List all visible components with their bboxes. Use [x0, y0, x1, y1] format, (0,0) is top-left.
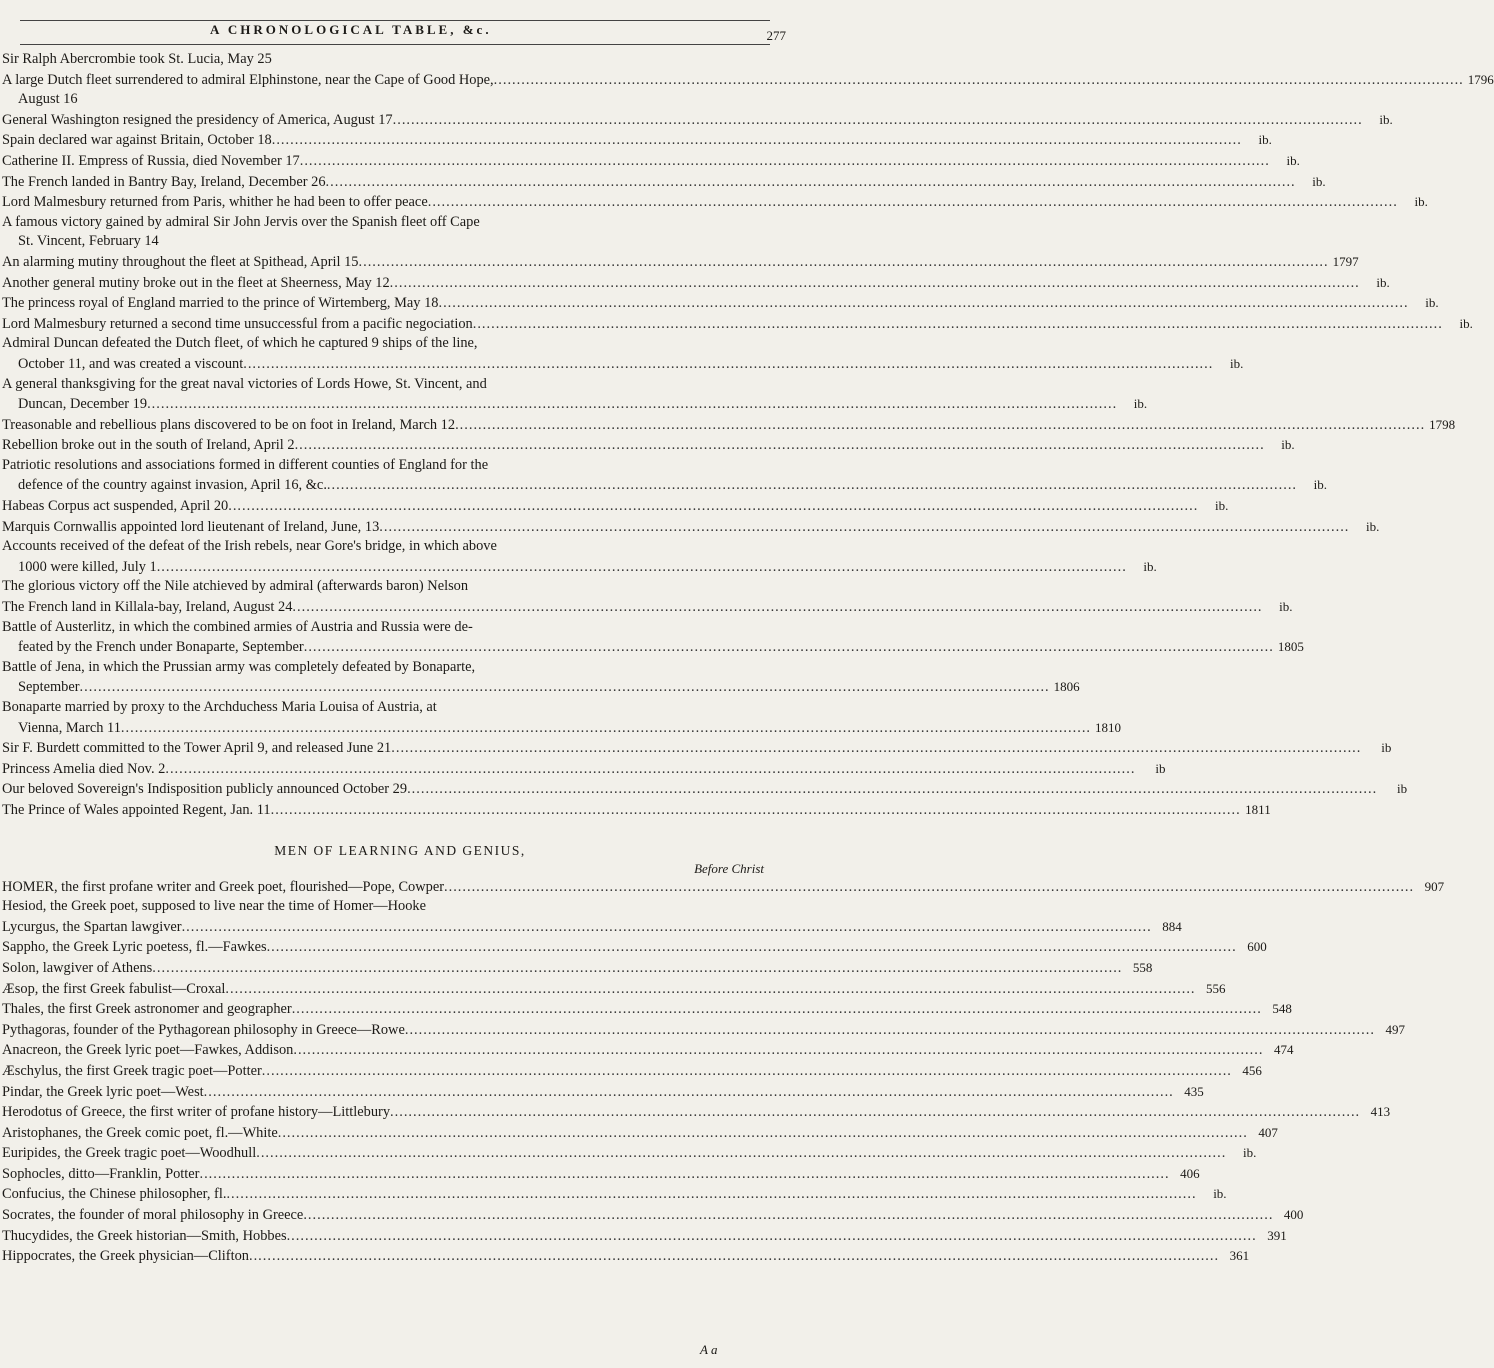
- event-text: Spain declared war against Britain, October 18: [2, 132, 272, 149]
- person-row: [0, 877, 1445, 898]
- person-row: [0, 1143, 1257, 1164]
- event-row: [0, 314, 1473, 335]
- event-row: [0, 354, 1244, 375]
- person-year: 884: [1162, 918, 1182, 934]
- event-year: ib.: [1376, 274, 1390, 290]
- event-row: [0, 293, 1439, 314]
- page-number: 277: [766, 28, 786, 43]
- person-text: Pythagoras, founder of the Pythagorean philosophy in Greece—Rowe: [2, 1021, 405, 1038]
- person-row: [0, 1226, 1287, 1247]
- event-text: Battle of Austerlitz, in which the combined armies of Austria and Russia were de-: [2, 618, 473, 635]
- leader-dots: [303, 1206, 1273, 1226]
- event-text: Sir Ralph Abercrombie took St. Lucia, May 25: [2, 51, 272, 67]
- leader-dots: [444, 878, 1414, 898]
- event-row: [0, 718, 1122, 739]
- event-text: Marquis Cornwallis appointed lord lieutenant of Ireland, June, 13: [2, 518, 380, 535]
- event-year: ib: [1155, 760, 1166, 776]
- person-year: 558: [1132, 959, 1153, 975]
- leader-dots: [80, 678, 1050, 698]
- event-text: Treasonable and rebellious plans discovered to be on foot in Ireland, March 12: [2, 416, 456, 433]
- event-row: [0, 435, 1295, 456]
- person-row: [0, 1061, 1262, 1082]
- event-year: 1805: [1277, 639, 1304, 655]
- person-row: [0, 979, 1226, 1000]
- leader-dots: [300, 152, 1270, 172]
- event-year: ib.: [1281, 437, 1295, 453]
- person-year: 406: [1180, 1165, 1200, 1181]
- event-year: ib.: [1379, 111, 1393, 127]
- event-text: Admiral Duncan defeated the Dutch fleet, of which he captured 9 ships of the line,: [2, 335, 478, 352]
- leader-dots: [327, 476, 1297, 496]
- event-year: ib.: [1366, 518, 1380, 534]
- event-year: 1810: [1095, 719, 1122, 735]
- event-row: [0, 577, 800, 597]
- event-row: [0, 110, 1393, 131]
- person-year: 548: [1272, 1001, 1292, 1017]
- person-text: Hesiod, the Greek poet, supposed to live near the time of Homer—Hooke: [2, 898, 427, 915]
- event-year: ib.: [1425, 295, 1439, 311]
- event-year: ib.: [1143, 558, 1157, 574]
- person-text: Æschylus, the first Greek tragic poet—Potter: [2, 1062, 262, 1079]
- person-year: 391: [1267, 1227, 1287, 1243]
- event-year: ib: [1381, 740, 1392, 756]
- running-head: [0, 14, 800, 54]
- person-row: [0, 917, 1182, 938]
- person-year: 435: [1184, 1083, 1204, 1099]
- event-row: [0, 273, 1390, 294]
- event-text: Bonaparte married by proxy to the Archduchess Maria Louisa of Austria, at: [2, 699, 437, 715]
- person-year: 361: [1229, 1248, 1250, 1264]
- person-year: 556: [1206, 980, 1226, 996]
- leader-dots: [438, 294, 1408, 314]
- leader-dots: [359, 253, 1329, 273]
- event-year: ib.: [1414, 194, 1428, 210]
- event-row: [0, 130, 1272, 151]
- event-year: 1797: [1332, 253, 1359, 269]
- top-rule: [20, 20, 770, 21]
- chronology-list: [0, 50, 1494, 1267]
- person-text: Anacreon, the Greek lyric poet—Fawkes, Addison: [2, 1042, 294, 1059]
- page-title: A CHRONOLOGICAL TABLE, &c.: [210, 22, 492, 37]
- event-year: ib.: [1313, 477, 1328, 493]
- leader-dots: [243, 355, 1213, 375]
- event-year: 1811: [1245, 801, 1271, 817]
- leader-dots: [405, 1021, 1375, 1041]
- leader-dots: [455, 416, 1425, 436]
- leader-dots: [228, 497, 1198, 517]
- person-year: 600: [1247, 939, 1267, 955]
- event-text: The Prince of Wales appointed Regent, Jan. 11: [2, 801, 271, 818]
- person-row: [0, 1184, 1227, 1205]
- event-row: [0, 779, 1408, 800]
- event-row: [0, 597, 1293, 618]
- person-text: Solon, lawgiver of Athens: [2, 959, 153, 976]
- event-text: Another general mutiny broke out in the fleet at Sheerness, May 12: [2, 274, 390, 291]
- leader-dots: [428, 193, 1398, 213]
- leader-dots: [226, 1185, 1196, 1205]
- leader-dots: [295, 436, 1265, 456]
- leader-dots: [271, 801, 1241, 821]
- leader-dots: [326, 173, 1296, 193]
- person-text: Pindar, the Greek lyric poet—West: [2, 1083, 204, 1100]
- person-row: [0, 1082, 1204, 1103]
- person-row: [0, 1020, 1405, 1041]
- leader-dots: [292, 1000, 1262, 1020]
- person-row: [0, 1164, 1200, 1185]
- leader-dots: [390, 274, 1360, 294]
- event-year: ib.: [1279, 599, 1293, 615]
- person-text: Æsop, the first Greek fabulist—Croxal: [2, 980, 226, 997]
- event-row: [0, 475, 1328, 496]
- event-text: Battle of Jena, in which the Prussian army was completely defeated by Bonaparte,: [2, 658, 476, 675]
- person-row: [0, 897, 800, 917]
- person-text: Hippocrates, the Greek physician—Clifton: [2, 1248, 249, 1265]
- leader-dots: [407, 780, 1377, 800]
- leader-dots: [393, 111, 1363, 131]
- person-text: Socrates, the founder of moral philosophy in Greece: [2, 1207, 304, 1224]
- event-row: [0, 415, 1456, 436]
- event-row: [0, 70, 1494, 91]
- event-row: [0, 517, 1380, 538]
- person-text: HOMER, the first profane writer and Greek poet, flourished—Pope, Cowper: [2, 878, 444, 895]
- leader-dots: [147, 395, 1117, 415]
- event-row: [0, 698, 800, 718]
- event-year: 1806: [1053, 679, 1080, 695]
- event-text: The French land in Killala-bay, Ireland, August 24: [2, 599, 293, 616]
- event-text: The French landed in Bantry Bay, Ireland, December 26: [2, 173, 326, 190]
- event-text: Princess Amelia died Nov. 2: [2, 760, 166, 777]
- event-text: A general thanksgiving for the great naval victories of Lords Howe, St. Vincent, and: [2, 375, 487, 392]
- leader-dots: [293, 1041, 1263, 1061]
- event-year: ib.: [1312, 173, 1326, 189]
- person-row: [0, 1123, 1278, 1144]
- event-text: St. Vincent, February 14: [18, 233, 159, 250]
- event-text: August 16: [18, 91, 78, 108]
- bottom-rule: [20, 44, 770, 45]
- event-text: The princess royal of England married to the prince of Wirtemberg, May 18: [2, 295, 439, 312]
- person-text: Thucydides, the Greek historian—Smith, Hobbes: [2, 1227, 287, 1244]
- event-text: Our beloved Sovereign's Indisposition publicly announced October 29: [2, 781, 408, 798]
- person-year: 456: [1242, 1062, 1262, 1078]
- leader-dots: [121, 719, 1091, 739]
- event-text: defence of the country against invasion, April 16, &c.: [18, 477, 327, 494]
- leader-dots: [249, 1247, 1219, 1267]
- leader-dots: [262, 1062, 1232, 1082]
- person-text: Aristophanes, the Greek comic poet, fl.—White: [2, 1124, 278, 1141]
- person-year: 407: [1258, 1124, 1278, 1140]
- person-year: 400: [1283, 1207, 1304, 1223]
- person-year: ib.: [1242, 1145, 1257, 1161]
- event-text: Habeas Corpus act suspended, April 20: [2, 498, 229, 515]
- event-text: Rebellion broke out in the south of Ireland, April 2: [2, 437, 295, 454]
- event-year: 1798: [1429, 416, 1456, 432]
- leader-dots: [494, 71, 1464, 91]
- event-text: Accounts received of the defeat of the Irish rebels, near Gore's bridge, in which above: [2, 538, 497, 555]
- leader-dots: [304, 638, 1274, 658]
- event-year: ib.: [1258, 132, 1272, 148]
- event-row: [0, 759, 1166, 780]
- event-row: [0, 658, 800, 678]
- leader-dots: [473, 315, 1443, 335]
- event-row: [0, 375, 800, 395]
- event-row: [0, 800, 1271, 821]
- person-year: 474: [1273, 1042, 1294, 1058]
- event-row: [0, 151, 1300, 172]
- event-text: The glorious victory off the Nile atchieved by admiral (afterwards baron) Nelson: [2, 578, 469, 595]
- era-label: Before Christ: [694, 860, 764, 876]
- event-text: Vienna, March 11: [18, 719, 121, 736]
- event-text: 1000 were killed, July 1: [18, 558, 157, 575]
- leader-dots: [390, 1103, 1360, 1123]
- event-year: ib.: [1459, 315, 1473, 331]
- event-row: [0, 252, 1359, 273]
- person-row: [0, 1246, 1250, 1267]
- leader-dots: [292, 598, 1262, 618]
- leader-dots: [287, 1227, 1257, 1247]
- event-row: [0, 537, 800, 557]
- event-year: ib.: [1214, 498, 1229, 514]
- event-row: [0, 557, 1157, 578]
- event-row: [0, 50, 800, 70]
- event-text: A famous victory gained by admiral Sir John Jervis over the Spanish fleet off Cape: [2, 213, 480, 230]
- event-text: Sir F. Burdett committed to the Tower April 9, and released June 21: [2, 740, 392, 757]
- event-row: [0, 192, 1428, 213]
- event-year: ib: [1397, 781, 1408, 797]
- event-text: An alarming mutiny throughout the fleet at Spithead, April 15: [2, 253, 359, 270]
- person-row: [0, 1102, 1391, 1123]
- person-text: Herodotus of Greece, the first writer of profane history—Littlebury: [2, 1104, 391, 1121]
- section-title: MEN OF LEARNING AND GENIUS,: [274, 842, 526, 858]
- leader-dots: [182, 918, 1152, 938]
- event-row: [0, 618, 800, 638]
- event-row: [0, 90, 800, 110]
- event-text: Catherine II. Empress of Russia, died November 17: [2, 152, 300, 169]
- event-year: ib.: [1133, 396, 1148, 412]
- person-year: 497: [1385, 1021, 1405, 1037]
- event-row: [0, 334, 800, 354]
- person-row: [0, 937, 1267, 958]
- leader-dots: [204, 1083, 1174, 1103]
- leader-dots: [278, 1124, 1248, 1144]
- event-row: [0, 738, 1392, 759]
- person-text: Sappho, the Greek Lyric poetess, fl.—Fawkes: [2, 939, 267, 956]
- person-year: 413: [1370, 1104, 1391, 1120]
- event-text: Lord Malmesbury returned from Paris, whither he had been to offer peace: [2, 194, 428, 211]
- event-row: [0, 213, 800, 233]
- person-row: [0, 1040, 1294, 1061]
- person-text: Thales, the first Greek astronomer and geographer: [2, 1001, 292, 1018]
- event-text: Duncan, December 19: [18, 396, 148, 413]
- person-row: [0, 958, 1153, 979]
- event-row: [0, 637, 1304, 658]
- leader-dots: [379, 518, 1349, 538]
- event-text: feated by the French under Bonaparte, September: [18, 639, 304, 656]
- event-row: [0, 456, 800, 476]
- leader-dots: [152, 959, 1122, 979]
- event-row: [0, 496, 1229, 517]
- person-text: Sophocles, ditto—Franklin, Potter: [2, 1165, 200, 1182]
- person-row: [0, 999, 1292, 1020]
- person-text: Euripides, the Greek tragic poet—Woodhull: [2, 1145, 257, 1162]
- event-year: 1796: [1467, 71, 1494, 87]
- event-row: [0, 677, 1080, 698]
- events-list: [0, 50, 1494, 821]
- event-text: October 11, and was created a viscount: [18, 355, 244, 372]
- men-of-learning-list: [0, 877, 1445, 1267]
- leader-dots: [165, 760, 1135, 780]
- leader-dots: [267, 938, 1237, 958]
- event-text: Lord Malmesbury returned a second time unsuccessful from a pacific negociation: [2, 315, 473, 332]
- event-row: [0, 172, 1326, 193]
- signature-mark: A a: [700, 1342, 718, 1357]
- event-text: September: [18, 679, 80, 696]
- event-text: A large Dutch fleet surrendered to admiral Elphinstone, near the Cape of Good Hope,: [2, 71, 494, 88]
- person-year: ib.: [1213, 1186, 1227, 1202]
- event-year: ib.: [1286, 152, 1300, 168]
- person-text: Lycurgus, the Spartan lawgiver: [2, 918, 182, 935]
- leader-dots: [199, 1165, 1169, 1185]
- event-text: Patriotic resolutions and associations formed in different counties of England for the: [2, 456, 489, 473]
- leader-dots: [256, 1144, 1226, 1164]
- event-row: [0, 232, 800, 252]
- event-text: General Washington resigned the presidency of America, August 17: [2, 111, 393, 128]
- leader-dots: [272, 131, 1242, 151]
- person-year: 907: [1424, 878, 1445, 894]
- person-row: [0, 1205, 1304, 1226]
- leader-dots: [225, 980, 1195, 1000]
- leader-dots: [391, 739, 1361, 759]
- person-text: Confucius, the Chinese philosopher, fl.: [2, 1186, 227, 1203]
- leader-dots: [157, 558, 1127, 578]
- event-row: [0, 394, 1148, 415]
- event-year: ib.: [1229, 355, 1244, 371]
